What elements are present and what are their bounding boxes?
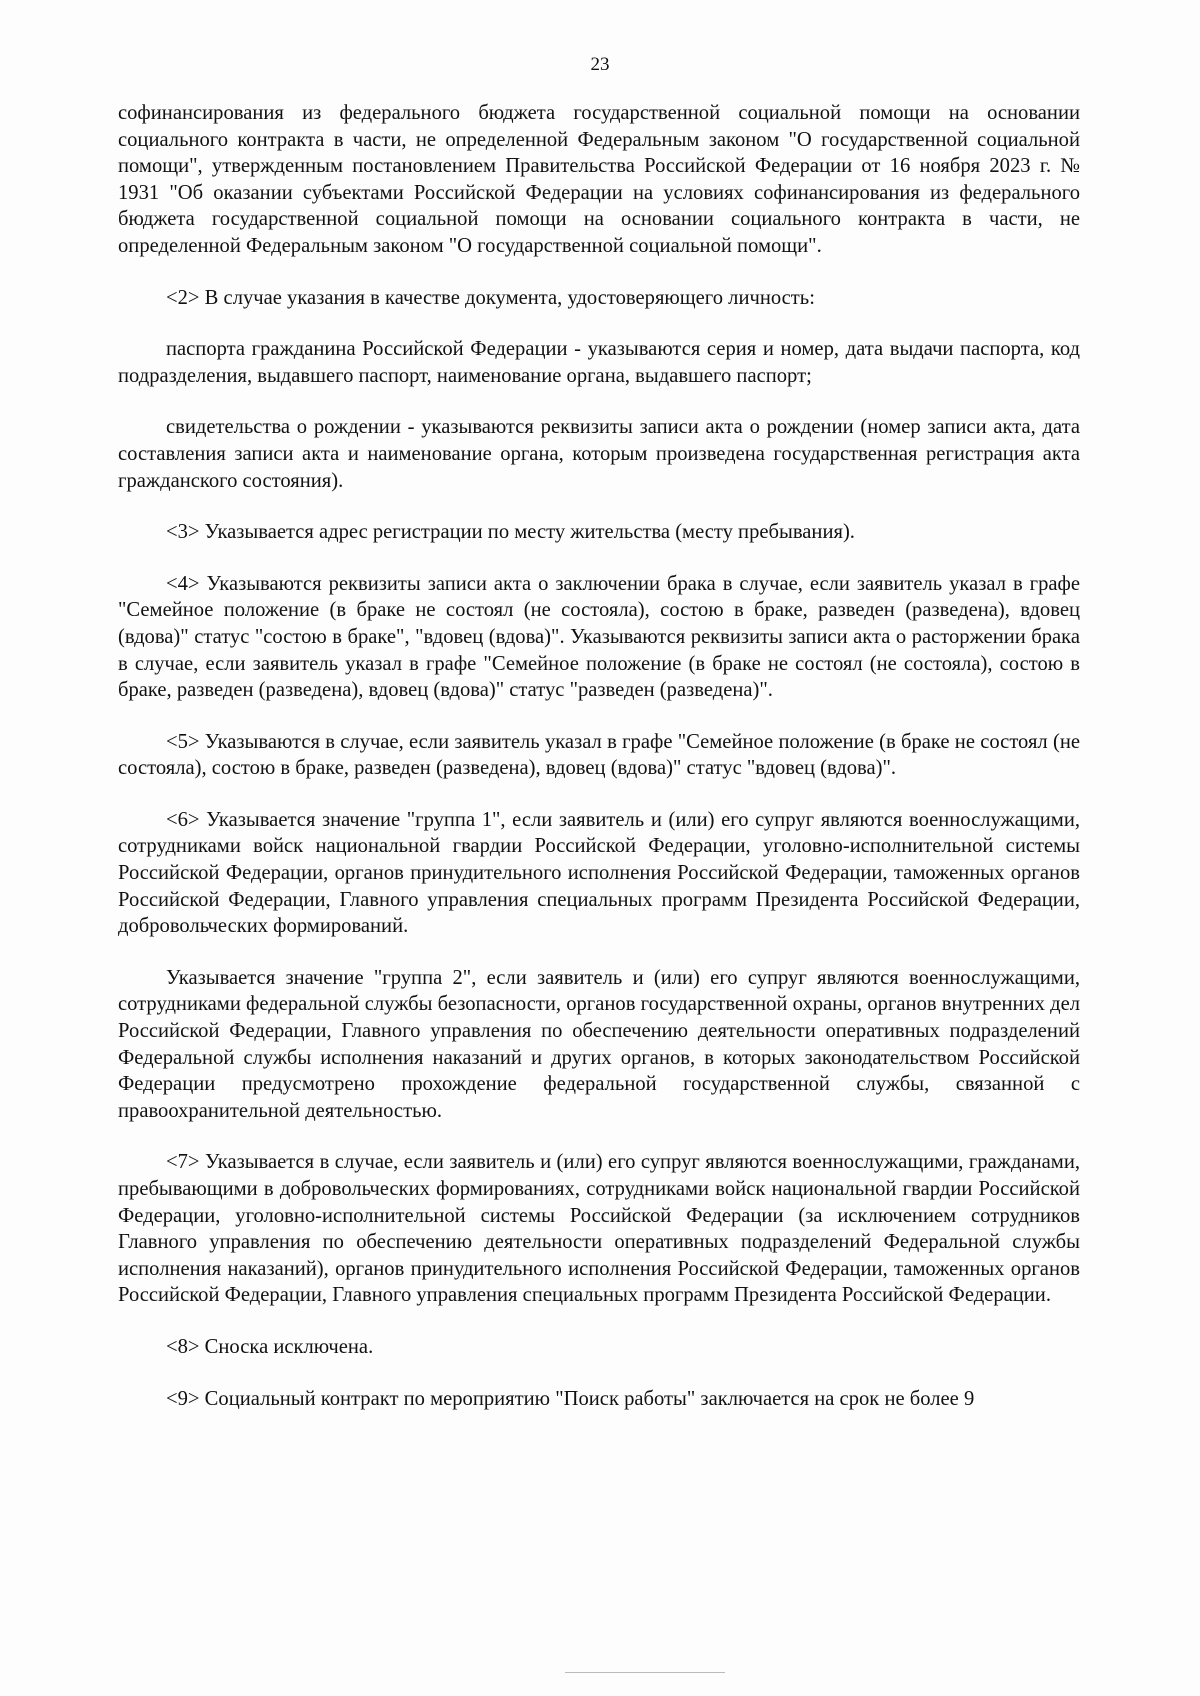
footnote-2-birth-certificate: свидетельства о рождении - указываются реквизиты записи акта о рождении (номер записи акта, дата составления записи акта и наименование органа, которым произведена государственная регистрация акта гражданского состояния). — [118, 416, 1080, 492]
footnote-4: <4> Указываются реквизиты записи акта о заключении брака в случае, если заявитель указал в графе "Семейное положение (в браке не состоял (не состояла), состою в браке, разведен (разведена), вдовец (вдова)" статус "состою в браке", "вдовец (вдова)". Указываются реквизиты записи акта о расторжении брака в случае, если заявитель указал в графе "Семейное положение (в браке не состоял (не состояла), состою в браке, разведен (разведена), вдовец (вдова)" статус "разведен (разведена)". — [118, 572, 1080, 702]
footnote-7: <7> Указывается в случае, если заявитель и (или) его супруг являются военнослужащими, гражданами, пребывающими в добровольческих формированиях, сотрудниками войск национальной гвардии Российской Федерации, уголовно-исполнительной системы Российской Федерации (за исключением сотрудников Главного управления по обеспечению деятельности оперативных подразделений Федеральной службы исполнения наказаний), органов принудительного исполнения Российской Федерации, таможенных органов Российской Федерации, Главного управления специальных программ Президента Российской Федерации. — [118, 1151, 1080, 1307]
footnote-6-group-2: Указывается значение "группа 2", если заявитель и (или) его супруг являются военнослужащими, сотрудниками федеральной службы безопасности, органов государственной охраны, органов внутренних дел Российской Федерации, Главного управления по обеспечению деятельности оперативных подразделений Федеральной службы исполнения наказаний и других органов, в которых законодательством Российской Федерации предусмотрено прохождение федеральной государственной службы, связанной с правоохранительной деятельностью. — [118, 966, 1080, 1122]
footnote-9: <9> Социальный контракт по мероприятию "Поиск работы" заключается на срок не более 9 — [166, 1387, 975, 1410]
footnote-2: <2> В случае указания в качестве документа, удостоверяющего личность: — [166, 286, 815, 309]
footnote-8: <8> Сноска исключена. — [166, 1335, 374, 1358]
page-number: 23 — [590, 54, 610, 75]
footnote-3: <3> Указывается адрес регистрации по месту жительства (месту пребывания). — [166, 521, 855, 544]
footnote-2-passport: паспорта гражданина Российской Федерации - указываются серия и номер, дата выдачи паспорта, код подразделения, выдавшего паспорт, наименование органа, выдавшего паспорт; — [118, 338, 1080, 387]
footnote-5: <5> Указываются в случае, если заявитель указал в графе "Семейное положение (в браке не состоял (не состояла), состою в браке, разведен (разведена), вдовец (вдова)" статус "вдовец (вдова)". — [118, 730, 1080, 780]
footnote-6: <6> Указывается значение "группа 1", если заявитель и (или) его супруг являются военнослужащими, сотрудниками войск национальной гвардии Российской Федерации, уголовно-исполнительной системы Российской Федерации, органов принудительного исполнения Российской Федерации, таможенных органов Российской Федерации, Главного управления специальных программ Президента Российской Федерации, добровольческих формирований. — [118, 808, 1080, 938]
paragraph-continuation: софинансирования из федерального бюджета государственной социальной помощи на основании социального контракта в части, не определенной Федеральным законом "О государственной социальной помощи", утвержденным постановлением Правительства Российской Федерации от 16 ноября 2023 г. № 1931 "Об оказании субъектами Российской Федерации на условиях софинансирования из федерального бюджета государственной социальной помощи на основании социального контракта в части, не определенной Федеральным законом "О государственной социальной помощи". — [118, 102, 1080, 257]
scan-artifact-line — [565, 1672, 725, 1673]
document-body — [118, 100, 1080, 1412]
